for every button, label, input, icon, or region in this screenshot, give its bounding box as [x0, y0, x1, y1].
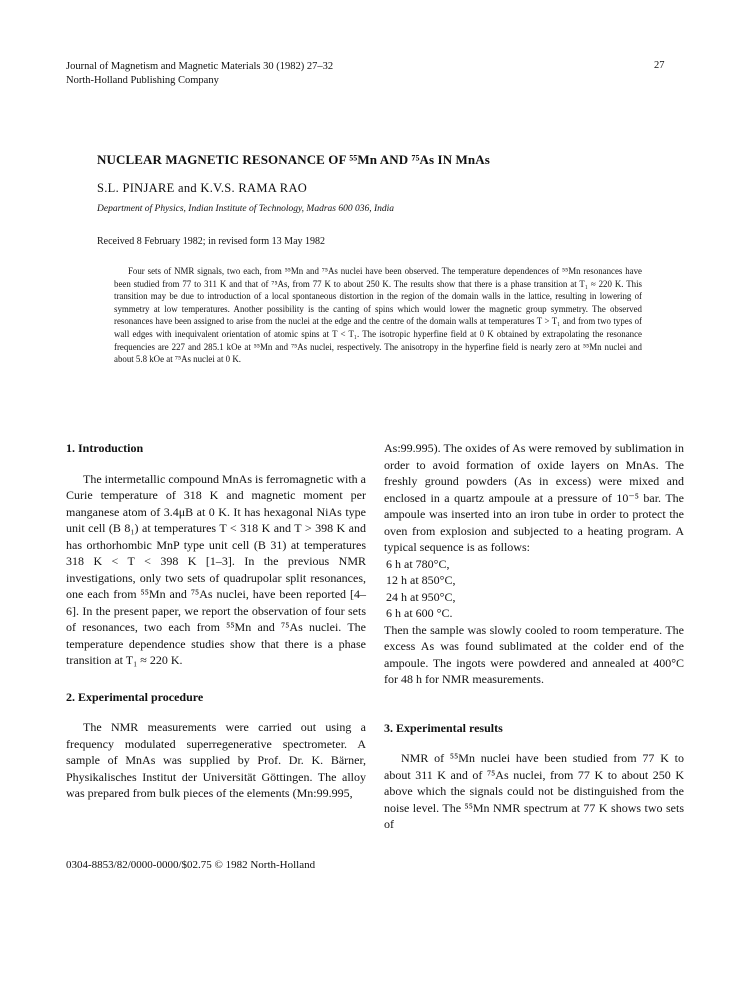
heating-sequence-list [384, 556, 684, 622]
footer-copyright: 0304-8853/82/0000-0000/$02.75 © 1982 North-Holland [66, 859, 316, 871]
publisher-name: North-Holland Publishing Company [66, 75, 219, 86]
author-list: S.L. PINJARE and K.V.S. RAMA RAO [97, 181, 308, 195]
left-column [66, 440, 366, 802]
list-item: 6 h at 600 °C. [386, 606, 453, 620]
section-heading-results: 3. Experimental results [384, 720, 503, 735]
journal-citation: Journal of Magnetism and Magnetic Materials 30 (1982) 27–32 [66, 61, 334, 72]
section-heading-experimental: 2. Experimental procedure [66, 689, 204, 704]
right-column [384, 440, 684, 833]
experimental-conclusion: Then the sample was slowly cooled to room temperature. The excess As was found sublimated at the colder end of the ampoule. The ingots were powdered and annealed at 400°C for 48 h for NMR measurements. [384, 622, 684, 686]
list-item: 6 h at 780°C, [386, 556, 450, 571]
list-item: 12 h at 850°C, [386, 573, 456, 587]
section-heading-introduction: 1. Introduction [66, 441, 144, 455]
received-date: Received 8 February 1982; in revised form 13 May 1982 [97, 236, 326, 247]
article-title: NUCLEAR MAGNETIC RESONANCE OF ⁵⁵Mn AND ⁷⁵As IN MnAs [97, 152, 490, 167]
experimental-continued: As:99.995). The oxides of As were removed by sublimation in order to avoid formation of oxide layers on MnAs. The freshly ground powders (As in excess) were mixed and enclosed in a quartz ampoule at a pressure of 10⁻⁵ bar. The ampoule was inserted into an iron tube in order to protect the oven from explosion and subjected to a heating program. A typical sequence is as follows: [384, 441, 684, 554]
page-number: 27 [654, 60, 665, 71]
affiliation: Department of Physics, Indian Institute of Technology, Madras 600 036, India [97, 204, 395, 214]
journal-header [66, 60, 333, 88]
abstract: Four sets of NMR signals, two each, from ⁵⁵Mn and ⁷⁵As nuclei have been observed. The temperature dependences of ⁵⁵Mn resonances have been studied from 77 to 311 K and that of ⁷⁵As, from 77 K to about 250 K. The results show that there is a phase transition at T₁ ≈ 220 K. This transition may be due to introduction of a local spontaneous distortion in the region of the domain walls in the lattice, resulting in lowering of symmetry at low temperatures. Another possibility is the canting of spins which would lower the magnetic group symmetry. The observed resonances have been assigned to arise from the nuclei at the edge and the centre of the domain walls at temperatures T > T₁ and from two types of wall edges with inequivalent orientation of atomic spins at T < T₁. The isotropic hyperfine field at 0 K obtained by extrapolating the resonance frequencies are 227 and 285.1 kOe at ⁵⁵Mn and ⁷⁵As nuclei, respectively. The anisotropy in the hyperfine field is nearly zero at ⁵⁵Mn nuclei and about 5.8 kOe at ⁷⁵As nuclei at 0 K. [114, 266, 642, 365]
experimental-paragraph: The NMR measurements were carried out using a frequency modulated superregenerative spectrometer. A sample of MnAs was supplied by Prof. Dr. K. Bärner, Physikalisches Institut der Universität Göttingen. The alloy was prepared from bulk pieces of the elements (Mn:99.995, [66, 720, 366, 800]
list-item: 24 h at 950°C, [386, 589, 456, 604]
results-paragraph: NMR of ⁵⁵Mn nuclei have been studied from 77 K to about 311 K and of ⁷⁵As nuclei, from 77 K to about 250 K above which the signals could not be distinguished from the noise level. The ⁵⁵Mn NMR spectrum at 77 K shows two sets of [384, 751, 684, 831]
introduction-paragraph: The intermetallic compound MnAs is ferromagnetic with a Curie temperature of 318 K and magnetic moment per manganese atom of 3.4μB at 0 K. It has hexagonal NiAs type unit cell (B 8₁) at temperatures T < 318 K and T > 398 K and has orthorhombic MnP type unit cell (B 31) at temperatures 318 K < T < 398 K [1–3]. In the previous NMR investigations, only two sets of quadrupolar split resonances, one each from ⁵⁵Mn and ⁷⁵As nuclei, have been reported [4–6]. In the present paper, we report the observation of four sets of resonances, two each from ⁵⁵Mn and ⁷⁵As nuclei. The temperature dependence studies show that there is a phase transition at T₁ ≈ 220 K. [66, 471, 366, 667]
